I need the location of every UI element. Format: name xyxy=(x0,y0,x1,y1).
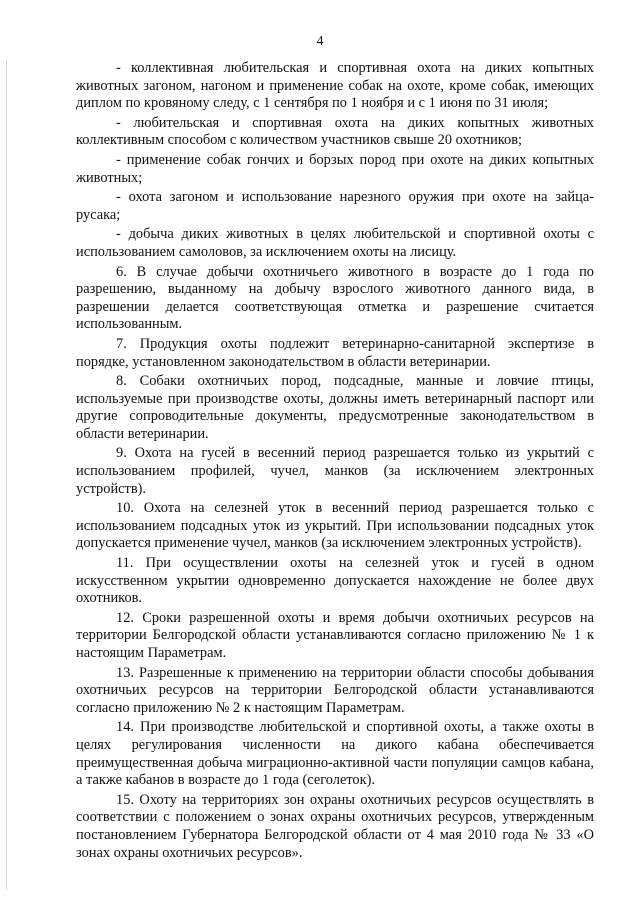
paragraph-7: 7. Продукция охоты подлежит ветеринарно-санитарной экспертизе в порядке, установленном законодательством в области ветеринарии. xyxy=(76,335,594,370)
list-item-collective-hunting: - коллективная любительская и спортивная охота на диких копытных животных загоном, нагоном и применение собак на охоте, кроме собак, имеющих диплом по кровяному следу, с 1 сентября по 1 ноября и с 1 июня по 31 июля; xyxy=(76,60,594,112)
scan-edge-line xyxy=(6,60,7,890)
paragraph-12: 12. Сроки разрешенной охоты и время добычи охотничьих ресурсов на территории Белгородской области устанавливаются согласно приложению № 1 к настоящим Параметрам. xyxy=(76,609,594,661)
list-item-group-size-limit: - любительская и спортивная охота на диких копытных животных коллективным способом с количеством участников свыше 20 охотников; xyxy=(76,114,594,149)
paragraph-6: 6. В случае добычи охотничьего животного в возрасте до 1 года по разрешению, выданному на добычу взрослого животного данного вида, в разрешении делается соответствующая отметка и разрешение считается использованным. xyxy=(76,263,594,333)
paragraph-10: 10. Охота на селезней уток в весенний период разрешается только с использованием подсадных уток из укрытий. При использовании подсадных уток допускается применение чучел, манков (за исключением электронных устройств). xyxy=(76,500,594,552)
list-item-hare-hunting: - охота загоном и использование нарезного оружия при охоте на зайца-русака; xyxy=(76,189,594,223)
list-item-traps: - добыча диких животных в целях любительской и спортивной охоты с использованием самоловов, за исключением охоты на лисицу. xyxy=(76,226,594,260)
paragraph-11: 11. При осуществлении охоты на селезней уток и гусей в одном искусственном укрытии одновременно допускается нахождение не более двух охотников. xyxy=(76,555,594,607)
paragraph-14: 14. При производстве любительской и спортивной охоты, а также охоты в целях регулирования численности на дикого кабана обеспечивается преимущественная добыча миграционно-активной части популяции самцов кабана, а также кабанов в возрасте до 1 года (сеголеток). xyxy=(76,719,594,789)
paragraph-13: 13. Разрешенные к применению на территории области способы добывания охотничьих ресурсов на территории Белгородской области устанавливаются согласно приложению № 2 к настоящим Параметрам. xyxy=(76,664,594,716)
paragraph-9: 9. Охота на гусей в весенний период разрешается только из укрытий с использованием профилей, чучел, манков (за исключением электронных устройств). xyxy=(76,445,594,497)
paragraph-15: 15. Охоту на территориях зон охраны охотничьих ресурсов осуществлять в соответствии с положением о зонах охраны охотничьих ресурсов, утвержденным постановлением Губернатора Белгородской области от 4 мая 2010 года № 33 «О зонах охраны охотничьих ресурсов». xyxy=(76,791,594,861)
list-item-hound-dogs: - применение собак гончих и борзых пород при охоте на диких копытных животных; xyxy=(76,151,594,186)
paragraph-8: 8. Собаки охотничьих пород, подсадные, манные и ловчие птицы, используемые при производстве охоты, должны иметь ветеринарный паспорт или другие сопроводительные документы, предусмотренные законодательством в области ветеринарии. xyxy=(76,373,594,442)
document-body xyxy=(76,60,594,864)
page-number: 4 xyxy=(316,34,324,49)
